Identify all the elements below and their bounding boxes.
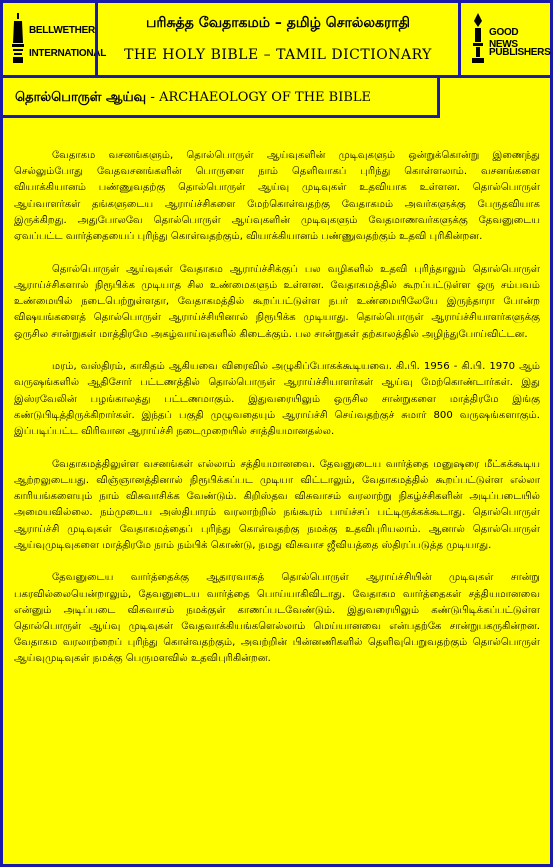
logo-right-line2: PUBLISHERS xyxy=(489,47,551,58)
section-title-english: ARCHAEOLOGY OF THE BIBLE xyxy=(159,90,372,105)
title-english: THE HOLY BIBLE – TAMIL DICTIONARY xyxy=(124,47,432,63)
good-news-logo xyxy=(458,0,553,78)
title-tamil: பரிசுத்த வேதாகமம் – தமிழ் சொல்லகராதி xyxy=(146,15,410,31)
lamp-icon xyxy=(471,13,485,65)
bell-icon xyxy=(11,13,25,65)
section-title xyxy=(15,90,371,106)
logo-left-line2: INTERNATIONAL xyxy=(29,48,107,59)
section-title-tamil: தொல்பொருள் ஆய்வு xyxy=(15,90,147,105)
paragraph: மரம், வஸ்திரம், காகிதம் ஆகியவை விரைவில் அழுகிப்போகக்கூடியவை. கி.பி. 1956 - கி.பி. 1970 ஆம் வருஷங்களில் ஆதிசோர் பட்டணத்தில் தொல்பொருள் ஆராய்ச்சியாளர்கள் ஆய்வு மேற்கொண்டார்கள். இது இஸ்ரவேலின் பழங்காலத்து பட்டணமாகும். இதுவரையிலும் ஒருசில சான்றுகளை மாத்திரமே இங்கு கண்டுபிடித்திருக்கிறார்கள். இந்தப் பகுதி முழுவதையும் ஆராய்ச்சி செய்வதற்குச் சுமார் 800 வருஷங்களாகும். இப்படிப்பட்ட விரிவான ஆராய்ச்சி நடைமுறையில் சாத்தியமானதல்ல. xyxy=(14,361,540,438)
bellwether-logo xyxy=(0,0,107,78)
section-title-separator: - xyxy=(146,90,160,105)
header-title-box xyxy=(95,0,461,78)
section-heading-box xyxy=(0,75,440,118)
logo-left-line1: BELLWETHER xyxy=(29,25,95,36)
paragraph: வேதாகமத்திலுள்ள வசனங்கள் எல்லாம் சத்தியமானவை. தேவனுடைய வார்த்தை மனுஷரை மீட்கக்கூடிய ஆற்றலுடையது. விஞ்ஞானத்தினால் நிரூபிக்கப்பட முடியா விட்டாலும், வேதாகமத்தில் கூறப்பட்டுள்ள எல்லா காரியங்களையும் நாம் விசுவாசிக்க வேண்டும். கிறிஸ்தவ விசுவாசம் வரலாற்று நிகழ்ச்சிகளின் அடிப்படையில் அமையவில்லை. நம்முடைய அஸ்திபாரம் வரலாற்றில் நங்கூரம் பாய்ச்சப் பட்டிருக்கக்கூடாது. தொல்பொருள் ஆராய்ச்சி முடிவுகள் வேதாகமத்தைப் புரிந்து கொள்வதற்கு நமக்கு உதவிபுரியலாம். ஆனால் தொல்பொருள் ஆய்வுமுடிவுகளை மாத்திரமே நாம் நம்பிக் கொண்டு, நமது விசுவாச ஜீவியத்தை ஸ்திரப்படுத்த முடியாது. xyxy=(14,458,540,551)
logo-right-line1: GOOD NEWS xyxy=(489,27,519,50)
paragraph: தேவனுடைய வார்த்தைக்கு ஆதாரவாகத் தொல்பொருள் ஆராய்ச்சியின் முடிவுகள் சான்று பகரவில்லையென்றாலும், தேவனுடைய வார்த்தை பொய்யாகிவிடாது. வேதாகம வார்த்தைகள் சத்தியமானவை என்னும் அடிப்படை விசுவாசம் நமக்குள் காணப்படவேண்டும். இதுவரையிலும் கண்டுபிடிக்கப்பட்டுள்ள தொல்பொருள் ஆய்வு முடிவுகள் வேதவாக்கியங்களெல்லாம் மெய்யானவை என்பதற்கே சான்றுபகருகின்றன. வேதாகம வரலாற்றைப் புரிந்து கொள்வதற்கும், அவற்றின் பின்னணிகளில் தெளிவுபெறுவதற்கும் தொல்பொருள் ஆய்வுமுடிவுகள் நமக்கு பெருமளவில் உதவிபுரிகின்றன. xyxy=(14,572,540,665)
paragraph: தொல்பொருள் ஆய்வுகள் வேதாகம ஆராய்ச்சிக்குப் பல வழிகளில் உதவி புரிந்தாலும் தொல்பொருள் ஆராய்ச்சிகளால் நிரூபிக்க முடியாத சில உண்மைகளும் உள்ளன. வேதாகமத்தில் கூறப்பட்டுள்ள ஒரு சம்பவம் உண்மையில் நடைபெற்றுள்ளதா, வேதாகமத்தில் கூறப்பட்டுள்ள நபர் உண்மையிலேயே இருந்தாரா போன்ற விஷயங்களைத் தொல்பொருள் ஆராய்ச்சியினால் நிரூபிக்க முடியாது. தொல்பொருள் ஆராய்ச்சியாளர்களுக்கு ஒருசில சான்றுகள் மாத்திரமே அகழ்வாய்வுகளில் கிடைக்கும். பல சான்றுகள் தற்காலத்தில் அழிந்துபோய்விட்டன. xyxy=(14,263,540,340)
article-body xyxy=(14,148,540,684)
paragraph: வேதாகம வசனங்களும், தொல்பொருள் ஆய்வுகளின் முடிவுகளும் ஒன்றுக்கொன்று இணைந்து செல்லும்போது வேதவசனங்களின் பொருளை நாம் தெளிவாகப் புரிந்து கொள்ளலாம். வசனங்களை வியாக்கியானம் பண்ணுவதற்கு தொல்பொருள் ஆய்வு முடிவுகள் உதவியாக உள்ளன. தொல்பொருள் ஆய்வாளர்கள் தங்களுடைய ஆராய்ச்சிகளை மேற்கொள்வதற்கு வேதாகமம் அவர்களுக்கு பேருதவியாக இருக்கிறது. அதுபோலவே தொல்பொருள் ஆய்வுகளின் முடிவுகளும் வேதமாணவர்களுக்கு தேவனுடைய ஏவப்பட்ட வார்த்தையைப் புரிந்து கொள்வதற்கும், வியாக்கியானம் பண்ணுவதற்கும் உதவி புரிகின்றன. xyxy=(14,150,540,243)
